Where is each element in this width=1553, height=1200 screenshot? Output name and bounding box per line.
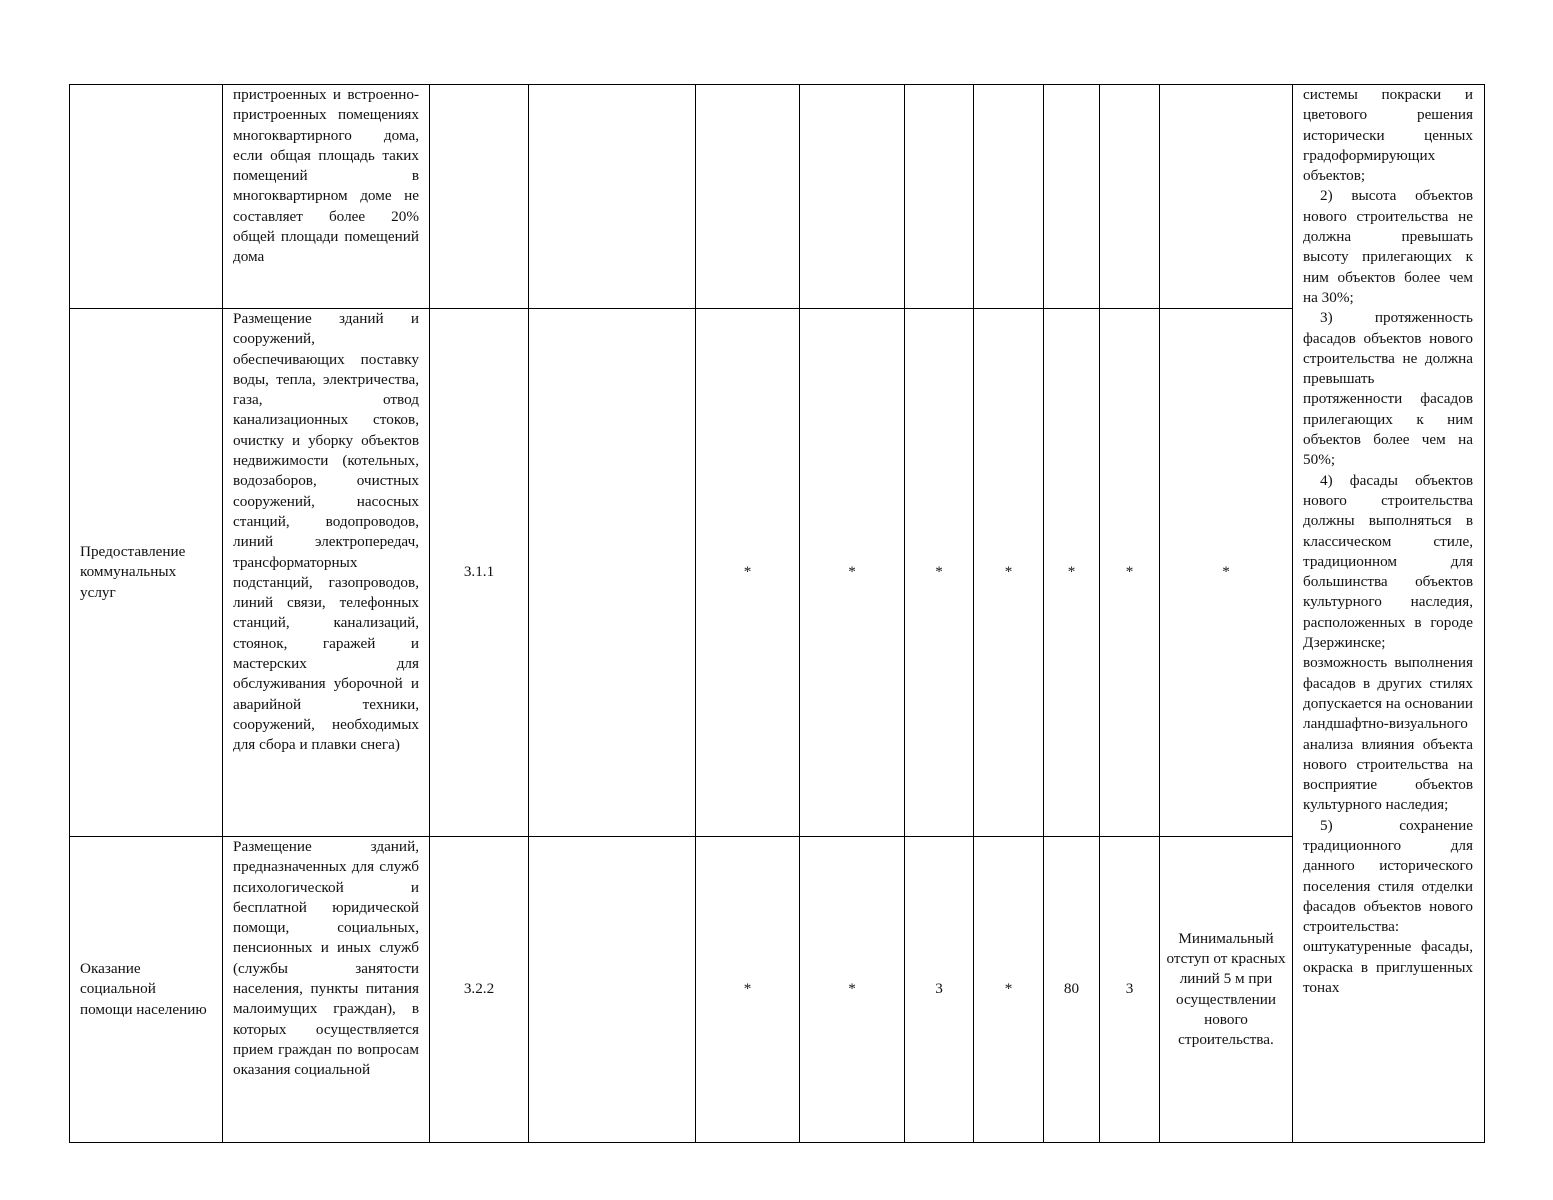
use-code-cell: 3.2.2 <box>430 837 529 1143</box>
param-cell: 3 <box>1100 837 1160 1143</box>
use-code-cell: 3.1.1 <box>430 309 529 837</box>
param-cell <box>529 309 696 837</box>
table-row <box>70 309 1485 837</box>
restriction-paragraph: 4) фасады объектов нового строительства должны выполняться в классическом стиле, традиционном для большинства объектов культурного наследия, расположенных в городе Дзержинске; возможность выполнения фасадов в других стилях допускается на основании ландшафтно-визуального анализа влияния объекта нового строительства на восприятие объектов культурного наследия; <box>1303 471 1473 814</box>
param-cell: * <box>696 309 800 837</box>
param-cell: * <box>800 309 905 837</box>
param-cell <box>529 837 696 1143</box>
param-cell: * <box>1044 309 1100 837</box>
table-row <box>70 85 1485 309</box>
param-cell: * <box>974 837 1044 1143</box>
param-cell: * <box>905 309 974 837</box>
param-cell: * <box>974 309 1044 837</box>
table-row <box>70 837 1485 1143</box>
restrictions-cell <box>1293 85 1485 1143</box>
param-cell: * <box>696 837 800 1143</box>
param-cell <box>974 85 1044 309</box>
use-name-cell: Предоставление коммунальных услуг <box>70 309 223 837</box>
restriction-paragraph: 3) протяженность фасадов объектов нового строительства не должна превышать протяженности фасадов прилегающих к ним объектов более чем на 50%; <box>1303 309 1473 469</box>
regulations-table <box>69 84 1485 1143</box>
restriction-paragraph: 2) высота объектов нового строительства не должна превышать высоту прилегающих к ним объектов более чем на 30%; <box>1303 187 1473 306</box>
param-cell: 80 <box>1044 837 1100 1143</box>
param-cell: * <box>800 837 905 1143</box>
param-cell: Минимальный отступ от красных линий 5 м при осуществлении нового строительства. <box>1160 837 1293 1143</box>
restriction-paragraph: системы покраски и цветового решения исторически ценных градоформирующих объектов; <box>1303 86 1473 185</box>
param-cell <box>529 85 696 309</box>
use-name-cell <box>70 85 223 309</box>
use-description-cell: Размещение зданий, предназначенных для служб психологической и бесплатной юридической помощи, социальных, пенсионных и иных служб (службы занятости населения, пункты питания малоимущих граждан), в которых осуществляется прием граждан по вопросам оказания социальной <box>223 837 430 1143</box>
param-cell: 3 <box>905 837 974 1143</box>
param-cell <box>696 85 800 309</box>
param-cell <box>800 85 905 309</box>
param-cell <box>905 85 974 309</box>
use-description-cell: Размещение зданий и сооружений, обеспечивающих поставку воды, тепла, электричества, газа, отвод канализационных стоков, очистку и уборку объектов недвижимости (котельных, водозаборов, очистных сооружений, насосных станций, водопроводов, линий электропередач, трансформаторных подстанций, газопроводов, линий связи, телефонных станций, канализаций, стоянок, гаражей и мастерских для обслуживания уборочной и аварийной техники, сооружений, необходимых для сбора и плавки снега) <box>223 309 430 837</box>
param-cell <box>1160 85 1293 309</box>
use-code-cell <box>430 85 529 309</box>
use-name-cell: Оказание социальной помощи населению <box>70 837 223 1143</box>
param-cell: * <box>1160 309 1293 837</box>
use-description-cell: пристроенных и встроенно-пристроенных помещениях многоквартирного дома, если общая площадь таких помещений в многоквартирном доме не составляет более 20% общей площади помещений дома <box>223 85 430 309</box>
restriction-paragraph: 5) сохранение традиционного для данного исторического поселения стиля отделки фасадов объектов нового строительства: оштукатуренные фасады, окраска в приглушенных тонах <box>1303 816 1473 997</box>
param-cell <box>1100 85 1160 309</box>
param-cell: * <box>1100 309 1160 837</box>
param-cell <box>1044 85 1100 309</box>
